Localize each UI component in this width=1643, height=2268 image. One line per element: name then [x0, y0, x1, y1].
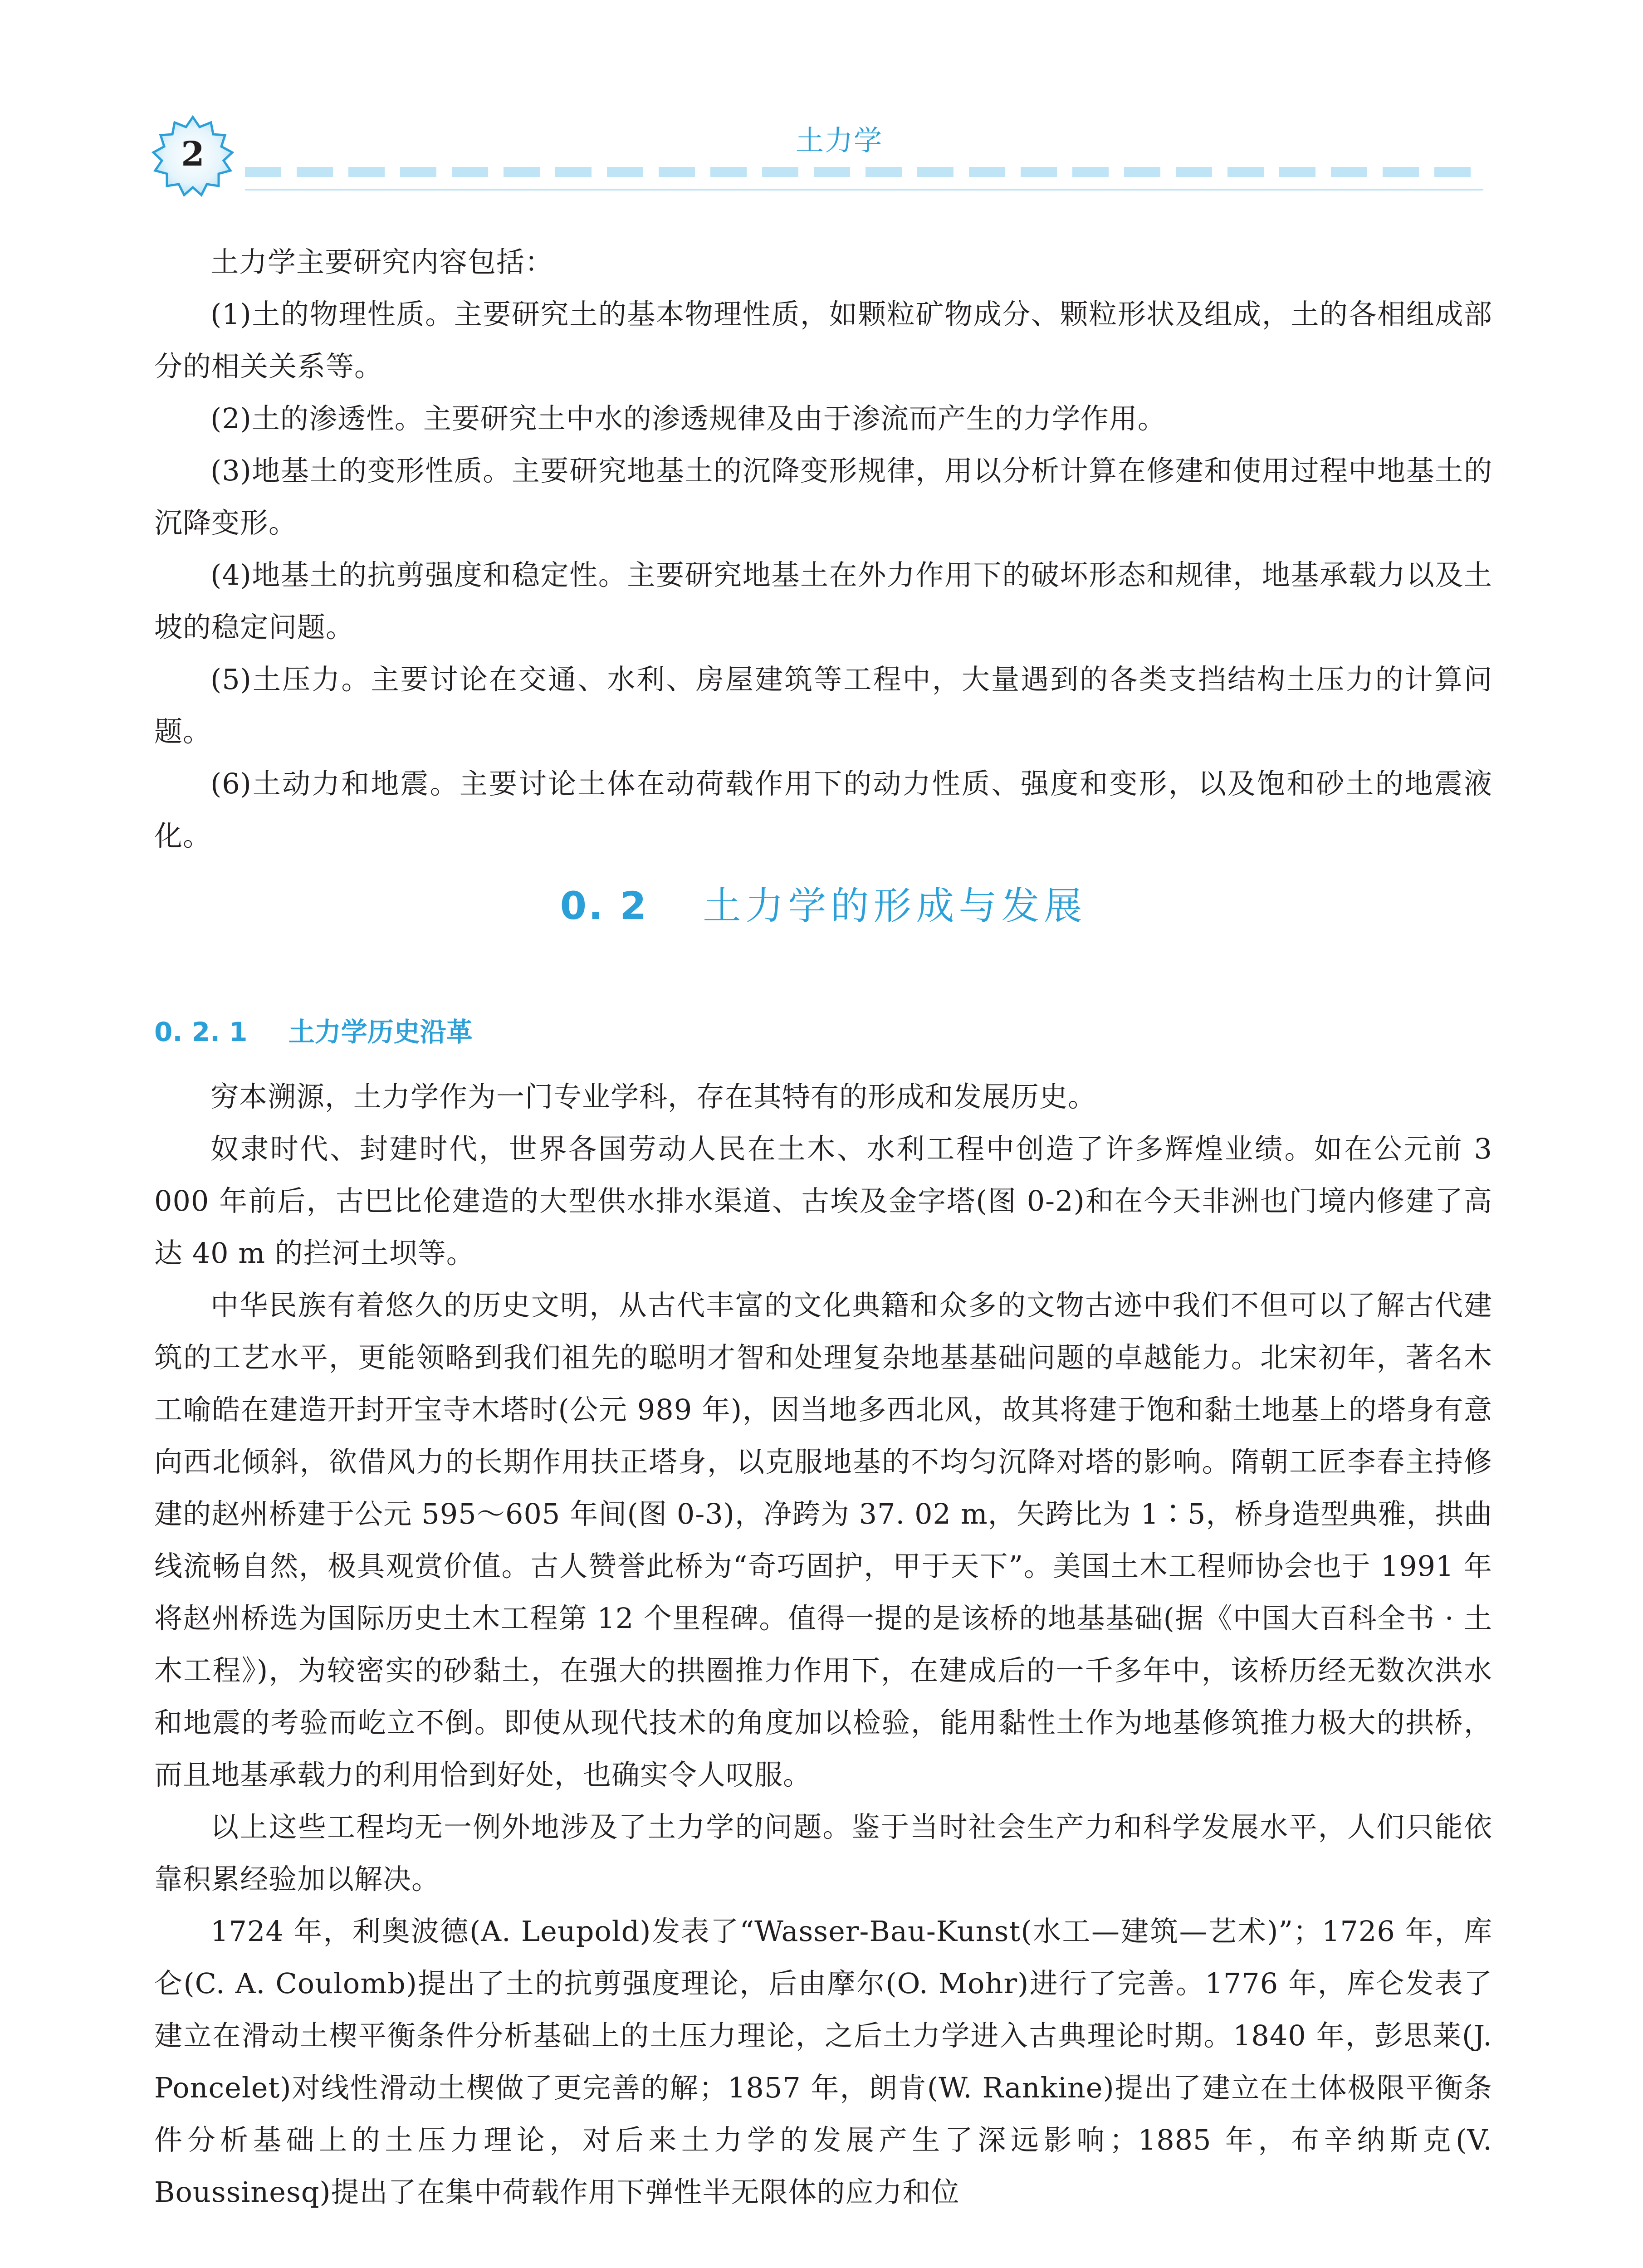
header-dash — [1072, 167, 1109, 177]
history-paragraph: 中华民族有着悠久的历史文明，从古代丰富的文化典籍和众多的文物古迹中我们不但可以了解古代建筑的工艺水平，更能领略到我们祖先的聪明才智和处理复杂地基基础问题的卓越能力。北宋初年，著名木工喻皓在建造开封开宝寺木塔时(公元 989 年)，因当地多西北风，故其将建于饱和黏土地基上的塔身有意向西北倾斜，欲借风力的长期作用扶正塔身，以克服地基的不均匀沉降对塔的影响。隋朝工匠李春主持修建的赵州桥建于公元 595～605 年间(图 0-3)，净跨为 37. 02 m，矢跨比为 1∶5，桥身造型典雅，拱曲线流畅自然，极具观赏价值。古人赞誉此桥为“奇巧固护，甲于天下”。美国土木工程师协会也于 1991 年将赵州桥选为国际历史土木工程第 12 个里程碑。值得一提的是该桥的地基基础(据《中国大百科全书 · 土木工程》)，为较密实的砂黏土，在强大的拱圈推力作用下，在建成后的一千多年中，该桥历经无数次洪水和地震的考验而屹立不倒。即使从现代技术的角度加以检验，能用黏性土作为地基修筑推力极大的拱桥，而且地基承载力的利用恰到好处，也确实令人叹服。 — [154, 1289, 1492, 1791]
header-dash — [710, 167, 747, 177]
header-dash — [917, 167, 954, 177]
header-dash — [297, 167, 333, 177]
intro-paragraph: (1)土的物理性质。主要研究土的基本物理性质，如颗粒矿物成分、颗粒形状及组成，土的各相组成部分的相关关系等。 — [154, 298, 1492, 383]
header-dash — [1383, 167, 1419, 177]
header-dash — [1021, 167, 1057, 177]
history-section — [154, 1070, 1492, 2218]
section-title-text: 土力学的形成与发展 — [703, 884, 1087, 928]
intro-paragraph: (2)土的渗透性。主要研究土中水的渗透规律及由于渗流而产生的力学作用。 — [210, 402, 1166, 435]
history-paragraph: 1724 年，利奥波德(A. Leupold)发表了“Wasser-Bau-Kunst(水工—建筑—艺术)”；1726 年，库仑(C. A. Coulomb)提出了土的抗剪强度理论，后由摩尔(O. Mohr)进行了完善。1776 年，库仑发表了建立在滑动土楔平衡条件分析基础上的土压力理论，之后土力学进入古典理论时期。1840 年，彭思莱(J. Poncelet)对线性滑动土楔做了更完善的解；1857 年，朗肯(W. Rankine)提出了建立在土体极限平衡条件分析基础上的土压力理论，对后来土力学的发展产生了深远影响；1885 年，布辛纳斯克(V. Boussinesq)提出了在集中荷载作用下弹性半无限体的应力和位 — [154, 1915, 1492, 2209]
history-paragraph: 奴隶时代、封建时代，世界各国劳动人民在土木、水利工程中创造了许多辉煌业绩。如在公元前 3 000 年前后，古巴比伦建造的大型供水排水渠道、古埃及金字塔(图 0-2)和在今天非洲也门境内修建了高达 40 m 的拦河土坝等。 — [154, 1132, 1492, 1270]
header-dash — [1434, 167, 1471, 177]
header-dash — [348, 167, 385, 177]
header-dash — [1331, 167, 1367, 177]
header-dash — [400, 167, 436, 177]
header-dash — [1279, 167, 1315, 177]
header-dash-rule — [245, 163, 1483, 181]
header-dash — [607, 167, 643, 177]
header-rule-line — [245, 189, 1483, 191]
history-paragraph: 以上这些工程均无一例外地涉及了土力学的问题。鉴于当时社会生产力和科学发展水平，人们只能依靠积累经验加以解决。 — [154, 1810, 1492, 1896]
intro-paragraph: 土力学主要研究内容包括： — [210, 245, 554, 279]
header-dash — [555, 167, 592, 177]
section-heading — [154, 875, 1492, 930]
intro-paragraph: (3)地基土的变形性质。主要研究地基土的沉降变形规律，用以分析计算在修建和使用过程中地基土的沉降变形。 — [154, 454, 1492, 539]
header-dash — [504, 167, 540, 177]
header-dash — [814, 167, 850, 177]
header-dash — [659, 167, 695, 177]
header-dash — [1227, 167, 1264, 177]
intro-section — [154, 236, 1492, 862]
subsection-title-text: 土力学历史沿革 — [288, 1017, 473, 1047]
section-number: 0. 2 — [560, 884, 648, 928]
header-dash — [245, 167, 281, 177]
header-dash — [969, 167, 1005, 177]
header-dash — [762, 167, 798, 177]
header-dash — [1124, 167, 1160, 177]
subsection-heading — [154, 1011, 473, 1049]
header-dash — [452, 167, 488, 177]
page-number-badge — [150, 113, 236, 200]
history-paragraph: 穷本溯源，土力学作为一门专业学科，存在其特有的形成和发展历史。 — [210, 1080, 1097, 1113]
intro-paragraph: (5)土压力。主要讨论在交通、水利、房屋建筑等工程中，大量遇到的各类支挡结构土压力的计算问题。 — [154, 663, 1492, 748]
intro-paragraph: (4)地基土的抗剪强度和稳定性。主要研究地基土在外力作用下的破坏形态和规律，地基承载力以及土坡的稳定问题。 — [154, 558, 1492, 644]
intro-paragraph: (6)土动力和地震。主要讨论土体在动荷载作用下的动力性质、强度和变形，以及饱和砂土的地震液化。 — [154, 767, 1492, 852]
header-dash — [866, 167, 902, 177]
subsection-number: 0. 2. 1 — [154, 1017, 248, 1047]
running-title: 土力学 — [795, 124, 883, 157]
page-number: 2 — [181, 135, 205, 174]
header-dash — [1176, 167, 1212, 177]
